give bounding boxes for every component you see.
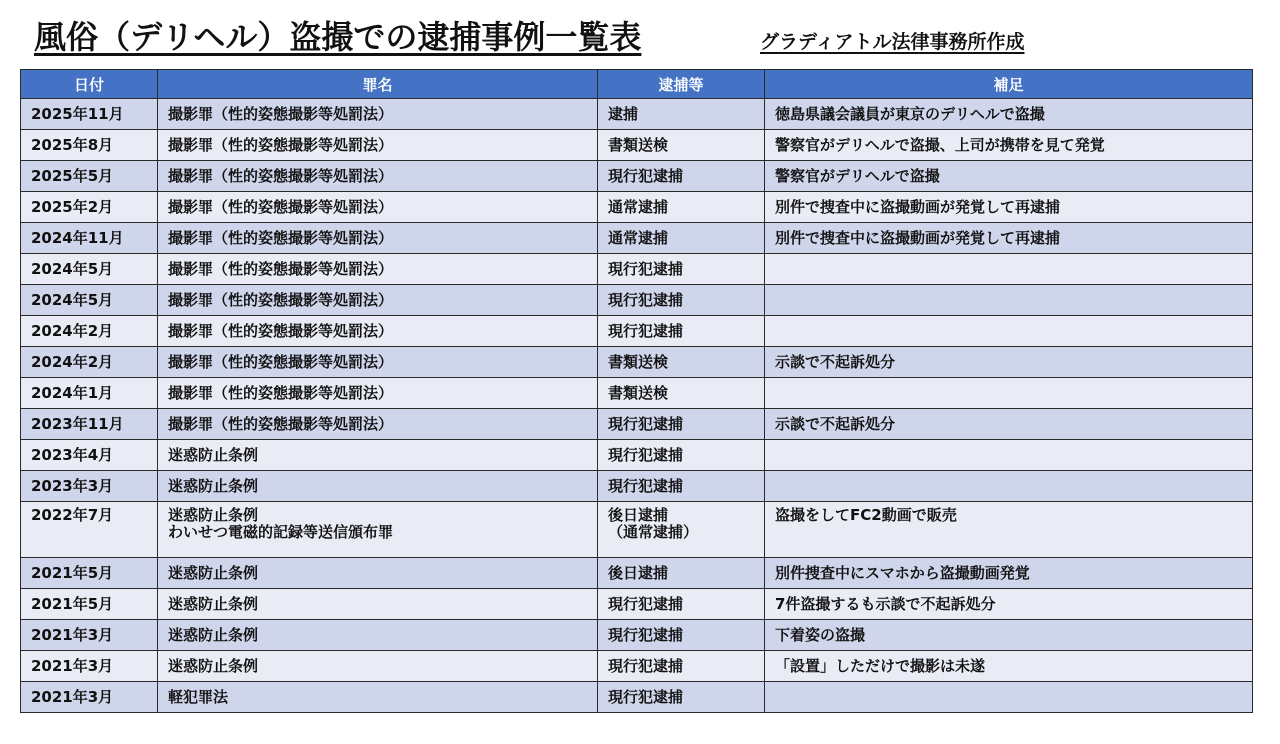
cell-date: 2021年5月 <box>21 558 158 589</box>
cell-crime: 撮影罪（性的姿態撮影等処罰法） <box>158 285 598 316</box>
cell-note: 「設置」しただけで撮影は未遂 <box>765 651 1253 682</box>
cell-arrest: 通常逮捕 <box>598 223 765 254</box>
table-row <box>21 285 1253 316</box>
cell-arrest: 現行犯逮捕 <box>598 589 765 620</box>
column-header-date: 日付 <box>21 70 158 99</box>
table-row <box>21 161 1253 192</box>
cell-arrest: 書類送検 <box>598 378 765 409</box>
table-row <box>21 471 1253 502</box>
cell-crime: 迷惑防止条例 <box>158 471 598 502</box>
cell-date: 2023年11月 <box>21 409 158 440</box>
cell-arrest: 現行犯逮捕 <box>598 620 765 651</box>
cell-crime: 撮影罪（性的姿態撮影等処罰法） <box>158 161 598 192</box>
table-row <box>21 192 1253 223</box>
column-header-crime: 罪名 <box>158 70 598 99</box>
table-row <box>21 347 1253 378</box>
table-row <box>21 651 1253 682</box>
table-row <box>21 316 1253 347</box>
cell-arrest: 現行犯逮捕 <box>598 316 765 347</box>
cell-date: 2024年11月 <box>21 223 158 254</box>
cell-arrest: 後日逮捕 （通常逮捕） <box>598 502 765 558</box>
cell-crime: 撮影罪（性的姿態撮影等処罰法） <box>158 130 598 161</box>
cell-note: 示談で不起訴処分 <box>765 409 1253 440</box>
cell-arrest: 逮捕 <box>598 99 765 130</box>
cell-date: 2021年5月 <box>21 589 158 620</box>
cell-arrest: 現行犯逮捕 <box>598 161 765 192</box>
cell-date: 2025年5月 <box>21 161 158 192</box>
table-row <box>21 378 1253 409</box>
table-row <box>21 502 1253 558</box>
cell-note: 下着姿の盗撮 <box>765 620 1253 651</box>
cell-crime: 迷惑防止条例 <box>158 620 598 651</box>
cell-note: 示談で不起訴処分 <box>765 347 1253 378</box>
cell-arrest: 現行犯逮捕 <box>598 440 765 471</box>
cell-crime: 迷惑防止条例 <box>158 558 598 589</box>
cell-note <box>765 378 1253 409</box>
cell-note: 盗撮をしてFC2動画で販売 <box>765 502 1253 558</box>
cell-date: 2023年3月 <box>21 471 158 502</box>
table-row <box>21 254 1253 285</box>
table-row <box>21 409 1253 440</box>
cell-note <box>765 285 1253 316</box>
cell-arrest: 現行犯逮捕 <box>598 471 765 502</box>
cell-crime: 撮影罪（性的姿態撮影等処罰法） <box>158 223 598 254</box>
cell-date: 2021年3月 <box>21 651 158 682</box>
cell-arrest: 現行犯逮捕 <box>598 409 765 440</box>
cell-arrest: 後日逮捕 <box>598 558 765 589</box>
table-row <box>21 440 1253 471</box>
cell-date: 2025年8月 <box>21 130 158 161</box>
cell-date: 2023年4月 <box>21 440 158 471</box>
cell-note <box>765 440 1253 471</box>
cell-crime: 迷惑防止条例 <box>158 440 598 471</box>
table-row <box>21 130 1253 161</box>
page-title: 風俗（デリヘル）盗撮での逮捕事例一覧表 <box>34 18 642 56</box>
cell-date: 2024年5月 <box>21 285 158 316</box>
cell-date: 2024年2月 <box>21 347 158 378</box>
cell-date: 2022年7月 <box>21 502 158 558</box>
cell-date: 2021年3月 <box>21 682 158 713</box>
cell-note <box>765 682 1253 713</box>
cell-arrest: 現行犯逮捕 <box>598 285 765 316</box>
column-header-note: 補足 <box>765 70 1253 99</box>
cell-crime: 撮影罪（性的姿態撮影等処罰法） <box>158 378 598 409</box>
cell-arrest: 書類送検 <box>598 347 765 378</box>
cell-date: 2024年2月 <box>21 316 158 347</box>
cell-date: 2024年1月 <box>21 378 158 409</box>
cell-crime: 撮影罪（性的姿態撮影等処罰法） <box>158 316 598 347</box>
table-header-row <box>21 70 1253 99</box>
cell-crime: 撮影罪（性的姿態撮影等処罰法） <box>158 254 598 285</box>
cell-date: 2021年3月 <box>21 620 158 651</box>
cell-arrest: 通常逮捕 <box>598 192 765 223</box>
cell-date: 2025年11月 <box>21 99 158 130</box>
author-credit: グラディアトル法律事務所作成 <box>760 31 1025 53</box>
cell-crime: 撮影罪（性的姿態撮影等処罰法） <box>158 192 598 223</box>
cell-arrest: 現行犯逮捕 <box>598 651 765 682</box>
cell-note <box>765 316 1253 347</box>
table-row <box>21 589 1253 620</box>
cell-crime: 撮影罪（性的姿態撮影等処罰法） <box>158 99 598 130</box>
column-header-arrest: 逮捕等 <box>598 70 765 99</box>
table-row <box>21 99 1253 130</box>
cell-date: 2024年5月 <box>21 254 158 285</box>
cell-note: 警察官がデリヘルで盗撮 <box>765 161 1253 192</box>
table-row <box>21 682 1253 713</box>
cell-crime: 撮影罪（性的姿態撮影等処罰法） <box>158 409 598 440</box>
cell-note: 別件で捜査中に盗撮動画が発覚して再逮捕 <box>765 192 1253 223</box>
table-row <box>21 620 1253 651</box>
cell-note: 別件捜査中にスマホから盗撮動画発覚 <box>765 558 1253 589</box>
cell-date: 2025年2月 <box>21 192 158 223</box>
cell-arrest: 書類送検 <box>598 130 765 161</box>
table-row <box>21 558 1253 589</box>
table-body <box>21 99 1253 713</box>
arrest-cases-table <box>20 69 1253 713</box>
cell-crime: 撮影罪（性的姿態撮影等処罰法） <box>158 347 598 378</box>
cell-note: 徳島県議会議員が東京のデリヘルで盗撮 <box>765 99 1253 130</box>
cell-note: 別件で捜査中に盗撮動画が発覚して再逮捕 <box>765 223 1253 254</box>
cell-crime: 軽犯罪法 <box>158 682 598 713</box>
cell-note <box>765 471 1253 502</box>
cell-arrest: 現行犯逮捕 <box>598 254 765 285</box>
table-row <box>21 223 1253 254</box>
cell-arrest: 現行犯逮捕 <box>598 682 765 713</box>
cell-note: 7件盗撮するも示談で不起訴処分 <box>765 589 1253 620</box>
cell-crime: 迷惑防止条例 <box>158 589 598 620</box>
cell-note: 警察官がデリヘルで盗撮、上司が携帯を見て発覚 <box>765 130 1253 161</box>
cell-note <box>765 254 1253 285</box>
cell-crime: 迷惑防止条例 <box>158 651 598 682</box>
cell-crime: 迷惑防止条例 わいせつ電磁的記録等送信頒布罪 <box>158 502 598 558</box>
